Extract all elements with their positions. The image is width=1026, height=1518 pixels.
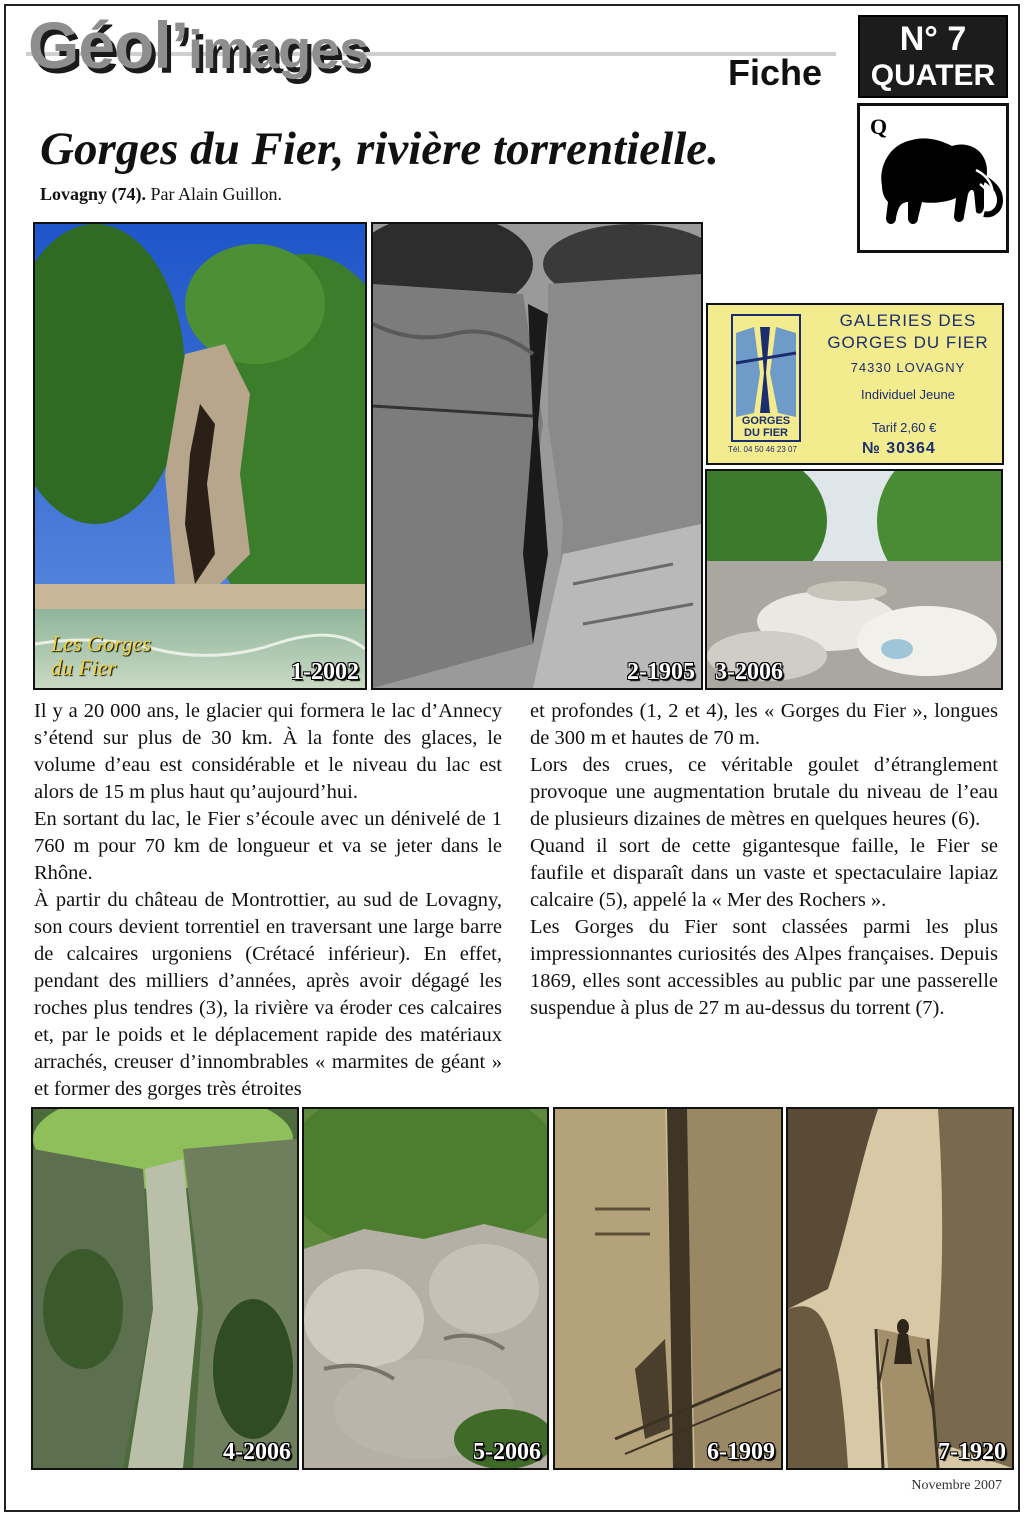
photo-5-lapiaz <box>302 1107 549 1470</box>
ticket-price: Tarif 2,60 € <box>872 420 937 435</box>
photo-1-label-line2: du Fier <box>51 655 117 680</box>
ticket-line3: 74330 LOVAGNY <box>850 360 966 375</box>
era-box <box>857 103 1009 253</box>
photo-7-caption: 7-1920 <box>938 1439 1006 1465</box>
mammoth-icon <box>860 106 1006 250</box>
photo-5-caption: 5-2006 <box>473 1439 541 1465</box>
photo-2-historic-gorge <box>371 222 703 690</box>
photo-2-caption: 2-1905 <box>627 659 695 685</box>
photo-5-image <box>304 1109 547 1468</box>
byline <box>40 184 282 205</box>
era-letter: Q <box>870 114 888 139</box>
paragraph-3: À partir du château de Montrottier, au sud de Lovagny, son cours devient torrentiel en traversant une large barre de calcaires urgoniens (Crétacé inférieur). En effet, pendant des milliers d’années, après avoir dégagé les roches plus tendres (3), la rivière va éroder ces calcaires et, par le poids et le déplacement rapide des matériaux arrachés, creuser d’innombrables « marmites de géant » et former des gorges très étroites <box>34 889 502 1100</box>
page-title: Gorges du Fier, rivière torrentielle. <box>40 123 719 175</box>
paragraph-4: et profondes (1, 2 et 4), les « Gorges du Fier », longues de 300 m et hautes de 70 m. <box>530 700 998 749</box>
photo-3-image <box>707 471 1001 688</box>
body-text-column-1 <box>34 698 502 1103</box>
badge-number: N° 7 <box>899 20 967 58</box>
logo-sub-text: images <box>188 20 369 80</box>
ticket-line2: GORGES DU FIER <box>827 333 989 352</box>
paragraph-6: Quand il sort de cette gigantesque faille, le Fier se faufile et disparaît dans un vaste et spectaculaire lapiaz calcaire (5), appelé la « Mer des Rochers ». <box>530 835 998 911</box>
photo-6-caption: 6-1909 <box>707 1439 775 1465</box>
byline-author: Par Alain Guillon. <box>150 184 283 204</box>
badge-suffix: QUATER <box>870 59 996 92</box>
geolimages-logo <box>28 8 369 82</box>
photo-4-caption: 4-2006 <box>223 1439 291 1465</box>
photo-1-caption: 1-2002 <box>291 659 359 685</box>
ticket-line4: Individuel Jeune <box>861 387 955 402</box>
fiche-number-badge <box>858 15 1008 98</box>
ticket-logo-text <box>730 415 802 439</box>
paragraph-7: Les Gorges du Fier sont classées parmi les plus impressionnantes curiosités des Alpes françaises. Depuis 1869, elles sont accessibles au public par une passerelle suspendue à plus de 27 m au-dessus du torrent (7). <box>530 916 998 1019</box>
photo-1-gorge-entrance <box>33 222 367 690</box>
photo-1-inset-label <box>51 632 151 680</box>
photo-3-riverbed <box>705 469 1003 690</box>
photo-6-flood-marks-postcard <box>553 1107 783 1470</box>
photo-7-footbridge-postcard <box>786 1107 1014 1470</box>
paragraph-1: Il y a 20 000 ans, le glacier qui formera le lac d’Annecy s’étend sur plus de 30 km. À la fonte des glaces, le volume d’eau est considérable et le niveau du lac est alors de 15 m plus haut qu’aujourd’hui. <box>34 700 502 803</box>
photo-7-image <box>788 1109 1012 1468</box>
fiche-label: Fiche <box>728 52 823 93</box>
paragraph-5: Lors des crues, ce véritable goulet d’étranglement provoque une augmentation brutale du niveau de l’eau de plusieurs dizaines de mètres en quelques heures (6). <box>530 754 998 830</box>
photo-3-caption: 3-2006 <box>715 659 783 685</box>
ticket-logo-text2: DU FIER <box>744 427 788 439</box>
photo-2-image <box>373 224 701 688</box>
photo-4-image <box>33 1109 297 1468</box>
photo-1-label-line1: Les Gorges <box>51 631 152 656</box>
ticket-telephone: Tél. 04 50 46 23 07 <box>728 445 797 454</box>
photo-1-image <box>35 224 365 688</box>
body-text-column-2 <box>530 698 998 1022</box>
ticket-line1: GALERIES DES <box>839 311 977 330</box>
ticket-logo-text1: GORGES <box>741 415 791 427</box>
entry-ticket <box>706 303 1004 465</box>
ticket-number: № 30364 <box>862 440 936 457</box>
logo-main-text: Géol’ <box>28 8 189 82</box>
byline-place: Lovagny (74). <box>40 184 147 204</box>
footer-date: Novembre 2007 <box>911 1478 1002 1493</box>
photo-6-image <box>555 1109 781 1468</box>
photo-4-narrow-gorge <box>31 1107 299 1470</box>
paragraph-2: En sortant du lac, le Fier s’écoule avec un dénivelé de 1 760 m pour 70 km de longueur et va se jeter dans le Rhône. <box>34 808 502 884</box>
